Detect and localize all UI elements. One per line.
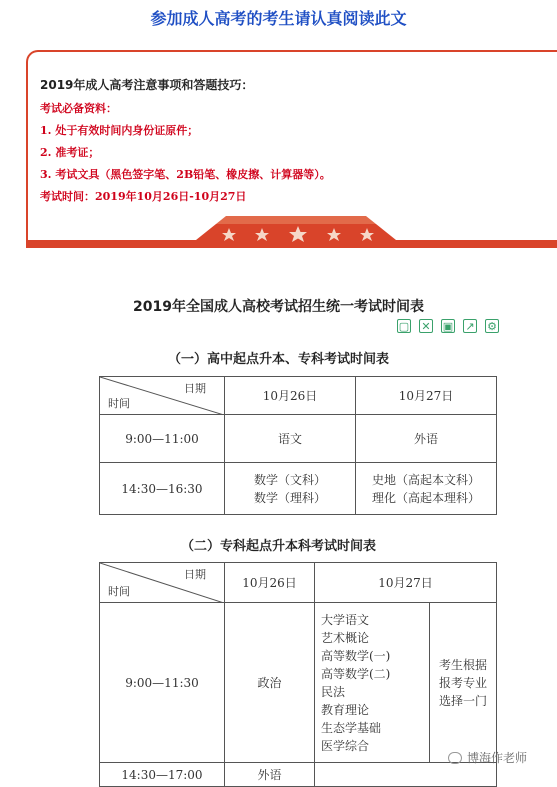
settings-icon[interactable]: ⚙ [485,319,499,333]
subject-line: 史地（高起本文科） [371,472,480,487]
note-line: 选择一门 [438,693,487,708]
subject-line: 医学综合 [321,738,370,753]
subject-list-cell [315,603,430,763]
subject-line: 理化（高起本理科） [371,490,480,505]
note-line: 报考专业 [438,675,487,690]
subject-line: 数学（文科） [253,472,326,487]
subject-line: 高等数学(二) [321,666,391,681]
notice-footer-decoration [26,212,557,252]
empty-cell [315,763,497,787]
subject-cell [356,463,497,515]
corner-date-label: 日期 [184,382,206,395]
table2-title: （二）专科起点升本科考试时间表 [180,539,376,554]
expand-icon[interactable]: ✕ [419,319,433,333]
subject-line: 艺术概论 [321,630,370,645]
copy-icon[interactable]: ▢ [398,320,410,333]
subject-cell: 外语 [356,415,497,463]
schedule-table-2 [99,562,497,787]
subject-line: 数学（理科） [253,490,326,505]
subject-line: 民法 [321,684,346,699]
table1-title: （一）高中起点升本、专科考试时间表 [167,352,389,367]
subject-line: 生态学基础 [321,720,382,735]
subject-cell [225,463,356,515]
watermark-text: 博海作老师 [467,751,528,765]
watermark [448,749,527,766]
share-icon[interactable]: ↗ [463,319,477,333]
notice-heading: 2019年成人高考注意事项和答题技巧： [40,78,254,92]
corner-time-label: 时间 [108,397,130,410]
article-toolbar [397,319,499,335]
corner-date-label: 日期 [184,568,206,581]
notice-line: 考试时间：2019年10月26日-10月27日 [40,190,247,203]
subject-line: 高等数学(一) [321,648,391,663]
subject-cell: 外语 [225,763,315,787]
schedule-table-1 [99,376,497,515]
schedule-title: 2019年全国成人高校考试招生统一考试时间表 [133,299,424,315]
table-header-date: 10月27日 [315,563,497,603]
corner-time-label: 时间 [108,585,130,598]
subject-cell: 政治 [225,603,315,763]
subject-line: 大学语文 [321,612,370,627]
note-line: 考生根据 [438,657,487,672]
time-cell: 9:00—11:00 [100,415,225,463]
table-header-date: 10月26日 [225,563,315,603]
time-cell: 14:30—17:00 [100,763,225,787]
subject-cell: 语文 [225,415,356,463]
notice-line: 3. 考试文具（黑色签字笔、2B铅笔、橡皮擦、计算器等）。 [40,168,331,181]
table-header-date: 10月27日 [356,377,497,415]
table-corner-cell [100,563,225,603]
time-cell: 14:30—16:30 [100,463,225,515]
save-icon[interactable]: ▣ [442,320,454,333]
table-header-date: 10月26日 [225,377,356,415]
subject-line: 教育理论 [321,702,370,717]
time-cell: 9:00—11:30 [100,603,225,763]
notice-line: 2. 准考证； [40,146,100,159]
note-cell [430,603,497,763]
notice-line: 考试必备资料： [40,102,117,115]
table-corner-cell [100,377,225,415]
wechat-icon [448,752,462,764]
notice-line: 1. 处于有效时间内身份证原件； [40,124,199,137]
article-title: 参加成人高考的考生请认真阅读此文 [150,9,407,28]
